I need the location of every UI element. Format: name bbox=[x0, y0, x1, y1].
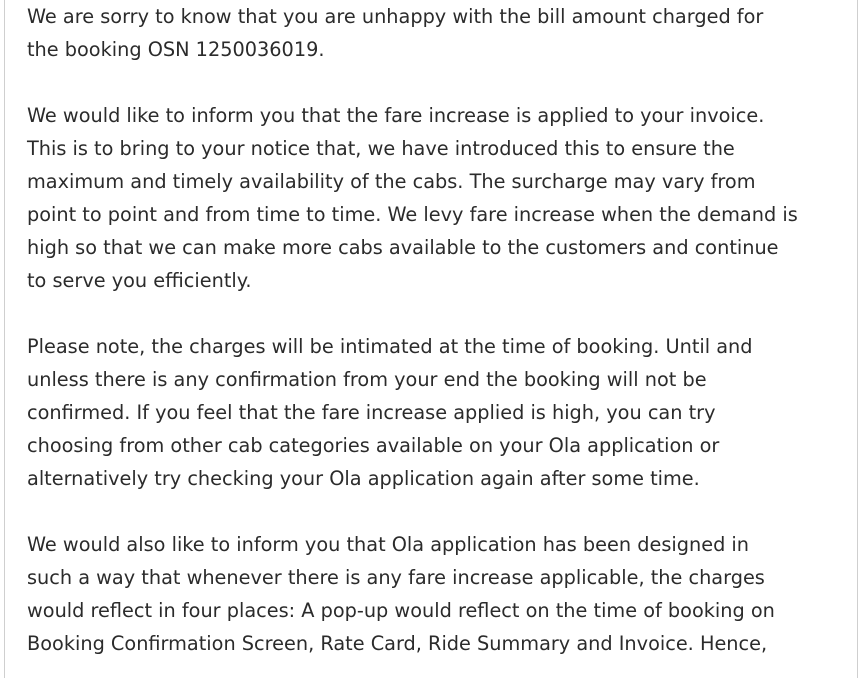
paragraph-line: such a way that whenever there is any fare increase applicable, the charges bbox=[27, 566, 765, 589]
paragraph-line: point to point and from time to time. We levy fare increase when the demand is bbox=[27, 203, 798, 226]
paragraph-line: choosing from other cab categories available on your Ola application or bbox=[27, 434, 720, 457]
paragraph-line: We would like to inform you that the fare increase is applied to your invoice. bbox=[27, 104, 765, 127]
paragraph-2 bbox=[27, 99, 847, 297]
paragraph-line: We would also like to inform you that Ola application has been designed in bbox=[27, 533, 750, 556]
paragraph-spacer bbox=[27, 66, 847, 99]
paragraph-spacer bbox=[27, 297, 847, 330]
paragraph-3 bbox=[27, 330, 847, 495]
paragraph-line: the booking OSN 1250036019. bbox=[27, 38, 325, 61]
paragraph-line: confirmed. If you feel that the fare increase applied is high, you can try bbox=[27, 401, 716, 424]
message-body bbox=[27, 0, 847, 660]
paragraph-line: would reflect in four places: A pop-up would reflect on the time of booking on bbox=[27, 599, 775, 622]
paragraph-line: Booking Confirmation Screen, Rate Card, Ride Summary and Invoice. Hence, bbox=[27, 632, 768, 655]
paragraph-line: This is to bring to your notice that, we have introduced this to ensure the bbox=[27, 137, 735, 160]
paragraph-line: maximum and timely availability of the cabs. The surcharge may vary from bbox=[27, 170, 756, 193]
paragraph-4 bbox=[27, 528, 847, 660]
paragraph-1 bbox=[27, 0, 847, 66]
paragraph-spacer bbox=[27, 495, 847, 528]
paragraph-line: We are sorry to know that you are unhappy with the bill amount charged for bbox=[27, 5, 764, 28]
paragraph-line: high so that we can make more cabs available to the customers and continue bbox=[27, 236, 779, 259]
paragraph-line: to serve you efficiently. bbox=[27, 269, 252, 292]
paragraph-line: alternatively try checking your Ola application again after some time. bbox=[27, 467, 700, 490]
paragraph-line: unless there is any confirmation from your end the booking will not be bbox=[27, 368, 707, 391]
paragraph-line: Please note, the charges will be intimated at the time of booking. Until and bbox=[27, 335, 753, 358]
